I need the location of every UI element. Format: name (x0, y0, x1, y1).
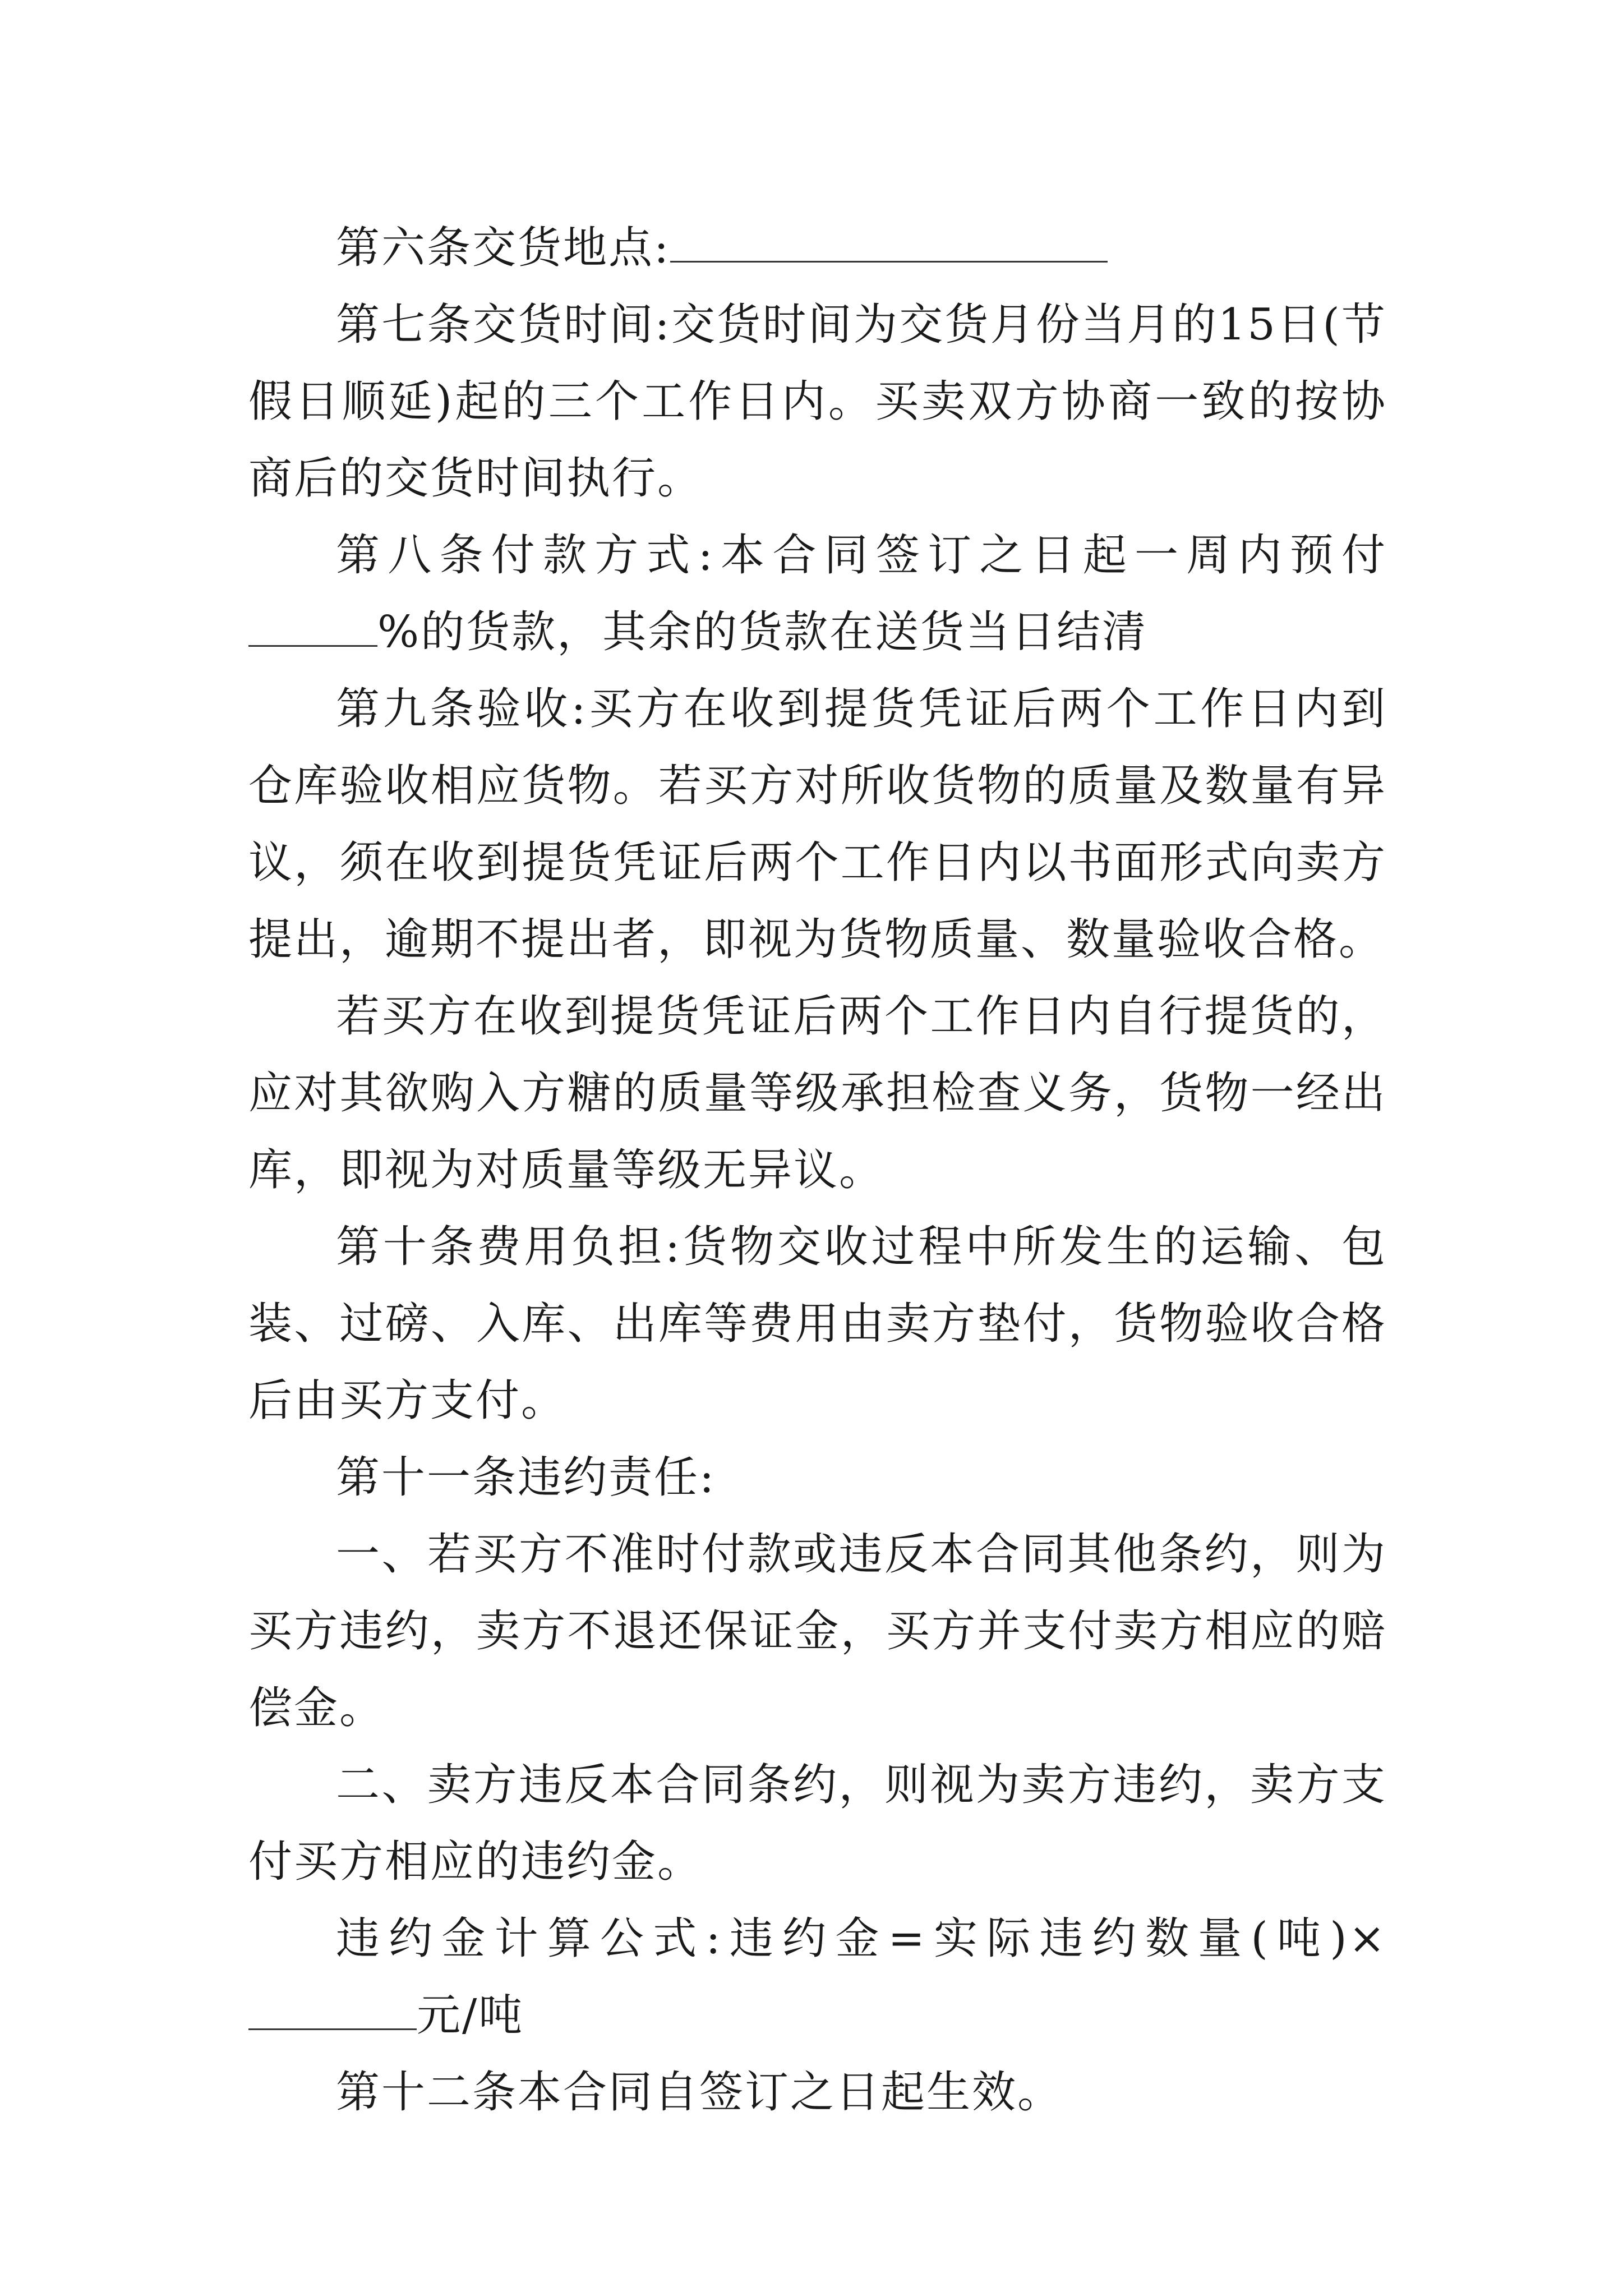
clause-8-text-a: 第八条付款方式:本合同签订之日起一周内预付 (336, 530, 1387, 581)
clause-12-effective: 第十二条本合同自签订之日起生效。 (336, 2067, 1063, 2118)
clause-11-heading: 第十一条违约责任: (336, 1452, 716, 1503)
penalty-rate-blank (248, 1989, 417, 2030)
clause-6-text: 第六条交货地点: (336, 223, 671, 273)
clause-11-item-2: 二、卖方违反本合同条约，则视为卖方违约，卖方支付买方相应的违约金。 (248, 1760, 1387, 1887)
clause-9-self-pickup: 若买方在收到提货凭证后两个工作日内自行提货的，应对其欲购入方糖的质量等级承担检查义务，货物一经出库，即视为对质量等级无异议。 (248, 991, 1387, 1195)
penalty-formula (248, 1901, 1387, 2054)
clause-9-acceptance: 第九条验收:买方在收到提货凭证后两个工作日内到仓库验收相应货物。若买方对所收货物的质量及数量有异议，须在收到提货凭证后两个工作日内以书面形式向卖方提出，逾期不提出者，即视为货物质量、数量验收合格。 (248, 684, 1387, 965)
prepay-percent-blank (248, 606, 377, 647)
clause-8-text-b: %的货款，其余的货款在送货当日结清 (377, 607, 1148, 657)
clause-7-delivery-time: 第七条交货时间:交货时间为交货月份当月的15日(节假日顺延)起的三个工作日内。买卖双方协商一致的按协商后的交货时间执行。 (248, 300, 1387, 504)
clause-11-item-1: 一、若买方不准时付款或违反本合同其他条约，则为买方违约，卖方不退还保证金，买方并支付卖方相应的赔偿金。 (248, 1529, 1387, 1733)
penalty-unit: 元/吨 (417, 1990, 524, 2041)
document-body (248, 210, 1387, 2131)
penalty-formula-text: 违约金计算公式:违约金=实际违约数量(吨)× (336, 1913, 1387, 1964)
clause-10-cost-burden: 第十条费用负担:货物交收过程中所发生的运输、包装、过磅、入库、出库等费用由卖方垫付，货物验收合格后由买方支付。 (248, 1222, 1387, 1426)
clause-8-payment-method (248, 517, 1387, 671)
clause-6-delivery-location (248, 210, 1387, 287)
delivery-location-blank (670, 222, 1108, 263)
